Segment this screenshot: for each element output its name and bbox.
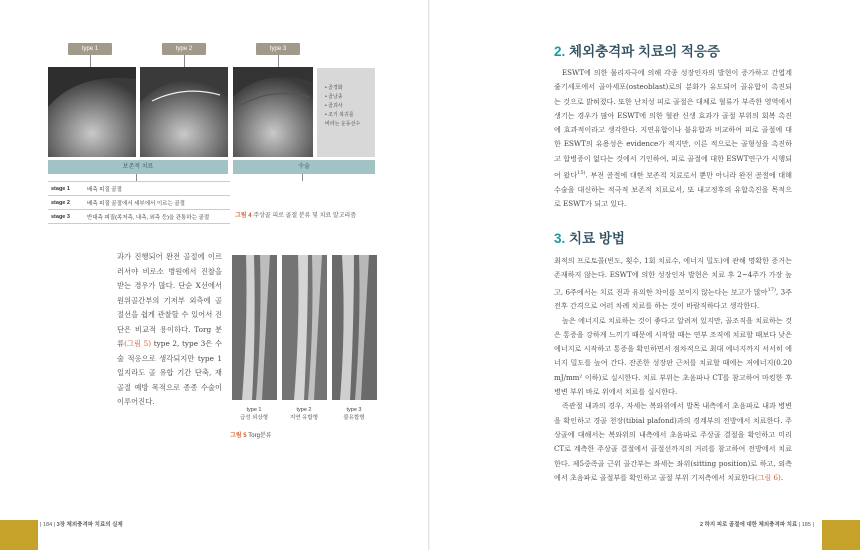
footer-right: 2 하지 피로 골절에 대한 체외충격파 치료 | 185 | bbox=[700, 522, 814, 528]
figure-caption-text: Torg분류 bbox=[248, 433, 272, 439]
figure-reference: (그림 5) bbox=[124, 339, 152, 348]
label-desc: 지연 유합형 bbox=[289, 415, 319, 421]
connector-line bbox=[136, 174, 137, 181]
stage-key: stage 1 bbox=[48, 182, 84, 196]
conservative-treatment-bar: 보존적 치료 bbox=[48, 160, 228, 174]
figure-reference: (그림 6) bbox=[754, 472, 781, 482]
body-text: 최적의 프로토콜(빈도, 횟수, 1회 치료수, 에너지 밀도)에 관해 명확한 증거는 존재하지 않는다. ESWT에 의한 성장인자 발현은 치료 후 2~4주가 가장 높고, 6주에서는 치료 전과 유의한 차이를 보이지 않는다는 보고가 많아 bbox=[554, 256, 792, 296]
legend-item: • 골경화 bbox=[325, 85, 343, 91]
section-3-heading bbox=[554, 227, 625, 247]
xray-torg-type-1 bbox=[232, 255, 277, 400]
connector-line bbox=[302, 174, 303, 181]
footer-left: | 184 | 3장 체외충격파 치료의 실제 bbox=[40, 522, 123, 528]
connector-line bbox=[184, 55, 185, 67]
legend-item: • 골괴사 bbox=[325, 103, 343, 109]
stage-key: stage 3 bbox=[48, 210, 84, 224]
stage-desc: 반대측 피질(족저측, 내측, 외측 등)을 관통하는 골절 bbox=[84, 210, 230, 224]
torg-type-1-label bbox=[226, 406, 282, 422]
body-text: . bbox=[780, 472, 784, 482]
body-text: 과가 진행되어 완전 골절에 이르러서야 비로소 병원에서 진찰을 받는 경우가 많다. 단순 X선에서 원위골간부의 기저부 외측에 골절선을 쉽게 관찰할 수 있어서 진단은 비교적 용이하다. Torg 분류 bbox=[117, 252, 222, 348]
xray-type-3 bbox=[233, 67, 313, 157]
body-text: type 2, type 3은 수술 적응으로 생각되지만 type 1 일지라도 골 유합 기간 단축, 재골절 예방 목적으로 종종 수술이 이루어진다. bbox=[117, 339, 222, 406]
type-3-label: type 3 bbox=[256, 43, 300, 55]
connector-line bbox=[90, 55, 91, 67]
body-paragraph: 높은 에너지로 치료하는 것이 좋다고 알려져 있지만, 골조직을 치료하는 것은 통증을 강하게 느끼기 때문에 시작할 때는 연부 조직에 치료할 때보다 낮은 에너지로 시작하고 통증을 확인하면서 점차적으로 최대 에너지까지 서서히 에너지 밀도를 높여 간다. 잔존한 성장판 근처를 치료할 때에는 저에너지(0.20 mJ/mm² 이하)로 실시한다. 치료 부위는 초음파나 CT를 참고하여 마킹한 후 병변 부위 바로 위에서 치료를 실시한다. bbox=[554, 315, 792, 397]
citation: 17) bbox=[767, 286, 776, 293]
type-2-label: type 2 bbox=[162, 43, 206, 55]
figure-label: 그림 5 bbox=[230, 433, 247, 439]
body-text: ESWT에 의한 물리자극에 의해 각종 성장인자의 발현이 증가하고 간엽계줄기세포에서 골아세포(osteoblast)로의 분화가 유도되어 골유합이 촉진되는 것으로 밝혀졌다. 또한 난치성 피로 골절은 대체로 혈류가 부족한 영역에서 생기는 경우가 많아 ESWT에 의한 혈관 신생 효과가 골절 부위의 회복 촉진에 효과적이라고 생각한다. 지연유합이나 불유합과 비교하여 피로 골절에 대한 ESWT의 유용성은 evidence가 적지만, 이른 적으로는 골형성을 촉진하고 합병증이 없다는 것에서 기인하여, 피로 골절에 대한 ESWT연구가 시행되어 왔다 bbox=[554, 68, 792, 180]
footer-section: 2 하지 피로 골절에 대한 체외충격파 치료 bbox=[700, 522, 798, 528]
label-type: type 1 bbox=[246, 407, 262, 413]
section-title: 체외충격파 치료의 적응증 bbox=[569, 44, 720, 59]
body-text: . 부전 골절에 대한 보존적 치료로서 뿐만 아니라 완전 골절에 대해 수술을 대신하는 적극적 보존적 치료로서, 또 내고정후의 유합촉진을 목적으로 ESWT가 되고 있다. bbox=[554, 170, 793, 209]
torg-type-2-label bbox=[276, 406, 332, 422]
section-title: 치료 방법 bbox=[569, 231, 625, 246]
xray-type-2 bbox=[140, 67, 228, 157]
label-desc: 불유합형 bbox=[343, 415, 365, 421]
xray-torg-type-3 bbox=[332, 255, 377, 400]
page-number: 185 bbox=[801, 522, 811, 528]
figure-4-caption bbox=[235, 210, 356, 219]
type-1-label: type 1 bbox=[68, 43, 112, 55]
citation: 15) bbox=[577, 170, 586, 177]
stage-desc: 배측 피질 골절에서 세부에서 이르는 골절 bbox=[84, 196, 230, 210]
torg-type-3-label bbox=[326, 406, 382, 422]
page-number: 184 bbox=[42, 522, 53, 528]
legend-item: • 골낭종 bbox=[325, 94, 343, 100]
table-row bbox=[48, 210, 230, 224]
xray-torg-type-2 bbox=[282, 255, 327, 400]
section-2-body bbox=[554, 66, 792, 211]
label-type: type 3 bbox=[346, 407, 362, 413]
table-row bbox=[48, 182, 230, 196]
footer-chapter: 3장 체외충격파 치료의 실제 bbox=[56, 522, 123, 528]
section-2-heading bbox=[554, 40, 720, 60]
corner-tab-left bbox=[0, 520, 38, 550]
body-text: , 3주 전후 간격으로 여러 차례 치료를 하는 것이 바람직하다고 생각한다. bbox=[554, 286, 792, 311]
figure-caption-text: 주상골 피로 골절 분류 및 치료 알고리즘 bbox=[253, 213, 357, 219]
corner-tab-right bbox=[822, 520, 860, 550]
table-row bbox=[48, 196, 230, 210]
xray-type-1 bbox=[48, 67, 136, 157]
stage-key: stage 2 bbox=[48, 196, 84, 210]
stage-table bbox=[48, 181, 230, 224]
stage-desc: 배측 피질 골절 bbox=[84, 182, 230, 196]
legend-item: • 조기 복귀를 bbox=[325, 112, 354, 118]
indication-legend-box bbox=[317, 68, 375, 157]
section-number: 2. bbox=[554, 44, 566, 59]
figure-label: 그림 4 bbox=[235, 213, 252, 219]
left-body-text bbox=[117, 250, 222, 410]
figure-5-caption bbox=[230, 430, 272, 439]
legend-item: 바라는 운동선수 bbox=[325, 121, 361, 127]
label-type: type 2 bbox=[296, 407, 312, 413]
label-desc: 급성 외상형 bbox=[239, 415, 269, 421]
connector-line bbox=[278, 55, 279, 67]
surgery-bar: 수술 bbox=[233, 160, 375, 174]
section-3-body bbox=[554, 254, 792, 485]
section-number: 3. bbox=[554, 231, 566, 246]
body-text: 족관절 내과의 경우, 자세는 복와위에서 발목 내측에서 초음파로 내과 병변을 확인하고 경골 천장(tibial plafond)과의 경계부의 전방에서 치료한다. 주상골에 대해서는 복와위의 내측에서 초음파로 주상골 결절을 확인하고 미리 CT로 계측한 주상골 결절에서 골절선까지의 거리를 참고하여 전방에서 치료한다. 제5중족골 근위 골간부는 좌세는 좌위(sitting position)로 하고, 외측에서 초음파로 골절부를 확인하고 골절 부위 기저측에서 치료한다 bbox=[554, 401, 792, 482]
